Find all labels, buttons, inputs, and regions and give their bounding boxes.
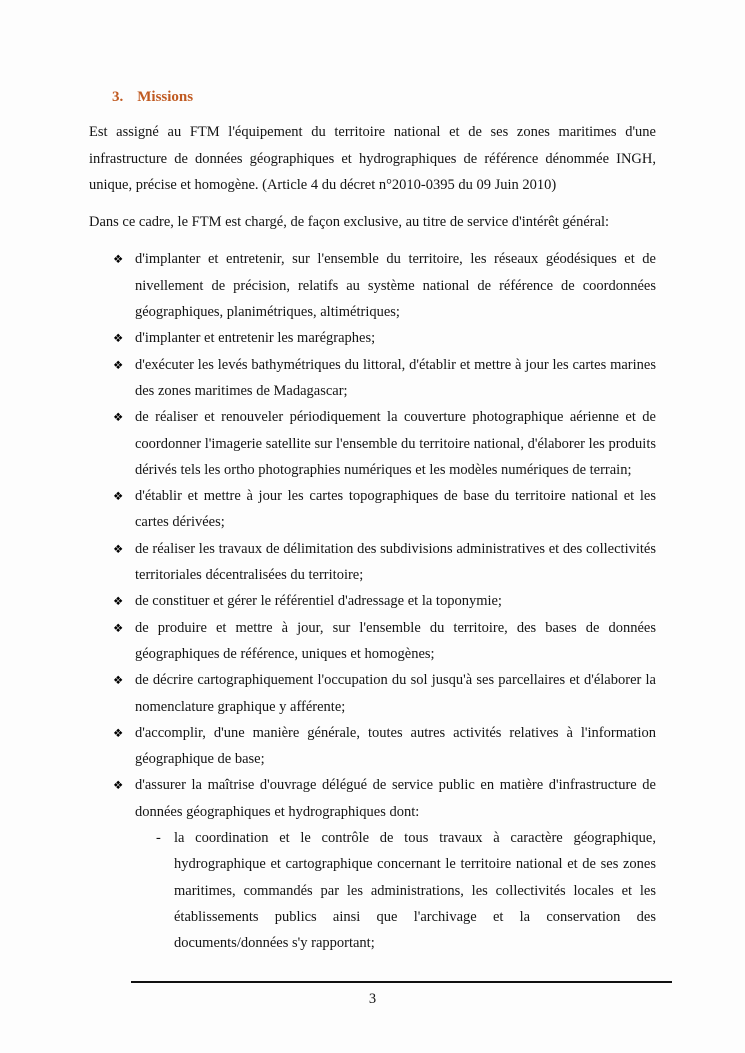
page-number: 3 [368,991,377,1007]
diamond-bullet-icon: ❖ [113,410,124,425]
diamond-bullet-icon: ❖ [113,541,124,556]
list-item-text: de réaliser les travaux de délimitation des subdivisions administratives et des collectivités territoriales décentralisées du territoire; [135,540,656,584]
sub-list-item-text: la coordination et le contrôle de tous travaux à caractère géographique, hydrographique et cartographique concernant le territoire national et de ses zones maritimes, commandés par les administrations, les collectivités locales et les établissements publics ainsi que l'archivage et la conservation des documents/données s'y rapportant; [174,830,656,952]
list-item [113,483,656,536]
section-heading [112,84,656,110]
diamond-bullet-icon: ❖ [113,778,124,793]
section-title: Missions [137,89,194,105]
list-item-text: de réaliser et renouveler périodiquement la couverture photographique aérienne et de coordonner l'imagerie satellite sur l'ensemble du territoire national, d'élaborer les produits dérivés tels les ortho photographies numériques et les modèles numériques de terrain; [135,409,656,478]
dash-bullet-icon: - [156,830,161,847]
mission-bullet-list [113,246,656,956]
list-item [113,246,656,325]
list-item-text: d'implanter et entretenir les marégraphes; [135,330,376,347]
list-item [113,588,656,614]
list-item [113,720,656,773]
diamond-bullet-icon: ❖ [113,673,124,688]
list-item [113,667,656,720]
diamond-bullet-icon: ❖ [113,489,124,504]
list-item [113,536,656,589]
sub-list-item [150,825,656,956]
list-item-text: d'accomplir, d'une manière générale, toutes autres activités relatives à l'information géographique de base; [135,724,656,768]
paragraph-lead-in: Dans ce cadre, le FTM est chargé, de façon exclusive, au titre de service d'intérêt général: [89,214,610,231]
list-item-text: de constituer et gérer le référentiel d'adressage et la toponymie; [135,593,502,610]
list-item [113,404,656,483]
sub-list [150,825,656,956]
list-item-text: de décrire cartographiquement l'occupation du sol jusqu'à ses parcellaires et d'élaborer la nomenclature graphique y afférente; [135,672,656,715]
list-item-text: d'exécuter les levés bathymétriques du littoral, d'établir et mettre à jour les cartes marines des zones maritimes de Madagascar; [135,356,656,399]
list-item-text: d'implanter et entretenir, sur l'ensemble du territoire, les réseaux géodésiques et de nivellement de précision, relatifs au système national de référence de coordonnées géographiques, planimétriques, altimétriques; [135,251,656,321]
diamond-bullet-icon: ❖ [113,594,124,609]
list-item [113,772,656,956]
list-item-text: d'assurer la maîtrise d'ouvrage délégué de service public en matière d'infrastructure de données géographiques et hydrographiques dont: [135,777,656,820]
list-item [113,325,656,351]
diamond-bullet-icon: ❖ [113,252,124,267]
footer-divider [131,981,672,983]
list-item-text: de produire et mettre à jour, sur l'ensemble du territoire, des bases de données géographiques de référence, uniques et homogènes; [135,619,656,662]
diamond-bullet-icon: ❖ [113,725,124,740]
diamond-bullet-icon: ❖ [113,331,124,346]
list-item [113,615,656,668]
diamond-bullet-icon: ❖ [113,620,124,635]
paragraph-intro: Est assigné au FTM l'équipement du territoire national et de ses zones maritimes d'une infrastructure de données géographiques et hydrographiques de référence dénommée INGH, unique, précise et homogène. (Article 4 du décret n°2010-0395 du 09 Juin 2010) [89,124,656,193]
section-number: 3. [112,89,124,105]
list-item [113,352,656,405]
list-item-text: d'établir et mettre à jour les cartes topographiques de base du territoire national et les cartes dérivées; [135,488,656,531]
diamond-bullet-icon: ❖ [113,357,124,372]
